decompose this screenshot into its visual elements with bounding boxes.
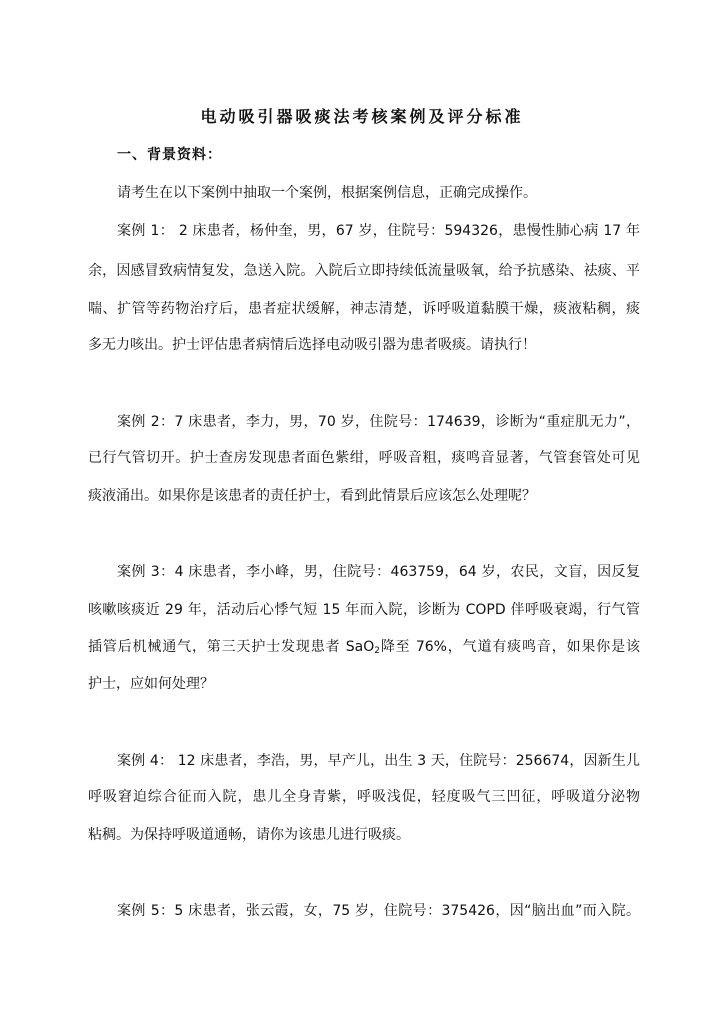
case-2-line-2: 已行气管切开。护士查房发现患者面色紫绀，呼吸音粗，痰鸣音显著，气管套管处可见 <box>88 450 640 466</box>
case-2-line-1: 案例 2：7 床患者，李力，男，70 岁，住院号：174639，诊断为“重症肌无力”， <box>117 414 640 430</box>
case-1-line-1: 案例 1： 2 床患者，杨仲奎，男，67 岁，住院号：594326，患慢性肺心病 17 年 <box>117 223 640 239</box>
case-3-line-3-before: 插管后机械通气，第三天护士发现患者 SaO <box>88 639 375 655</box>
case-4-line-3: 粘稠。为保持呼吸道通畅，请你为该患儿进行吸痰。 <box>88 827 410 843</box>
case-3-line-1: 案例 3：4 床患者，李小峰，男，住院号：463759，64 岁，农民，文盲，因反复 <box>117 564 640 580</box>
case-4-line-1: 案例 4： 12 床患者，李浩，男，早产儿，出生 3 天，住院号：256674，因新生儿 <box>117 753 640 769</box>
case-4-line-2: 呼吸窘迫综合征而入院，患儿全身青紫，呼吸浅促，轻度吸气三凹征，呼吸道分泌物 <box>88 789 640 805</box>
case-1-line-2: 余，因感冒致病情复发，急送入院。入院后立即持续低流量吸氧，给予抗感染、祛痰、平 <box>88 263 640 279</box>
case-3-line-4: 护士，应如何处理？ <box>88 676 214 692</box>
document-title: 电动吸引器吸痰法考核案例及评分标准 <box>200 107 524 126</box>
case-3-line-3-after: 降至 76%，气道有痰鸣音，如果你是该 <box>379 639 640 655</box>
case-5-line-1: 案例 5：5 床患者，张云霞，女，75 岁，住院号：375426，因“脑出血”而入院。 <box>117 903 640 919</box>
section-heading-background: 一、背景资料： <box>117 147 222 163</box>
section-intro: 请考生在以下案例中抽取一个案例，根据案例信息，正确完成操作。 <box>117 185 537 201</box>
case-3-line-2: 咳嗽咳痰近 29 年，活动后心悸气短 15 年而入院，诊断为 COPD 伴呼吸衰竭，行气管 <box>88 602 640 618</box>
sao2-subscript: 2 <box>374 646 380 656</box>
case-1-line-4: 多无力咳出。护士评估患者病情后选择电动吸引器为患者吸痰。请执行！ <box>88 337 536 353</box>
case-1-line-3: 喘、扩管等药物治疗后，患者症状缓解，神志清楚，诉呼吸道黏膜干燥，痰液粘稠，痰 <box>88 301 640 317</box>
case-2-line-3: 痰液涌出。如果你是该患者的责任护士，看到此情景后应该怎么处理呢？ <box>88 488 536 504</box>
case-3-line-3 <box>88 636 640 656</box>
